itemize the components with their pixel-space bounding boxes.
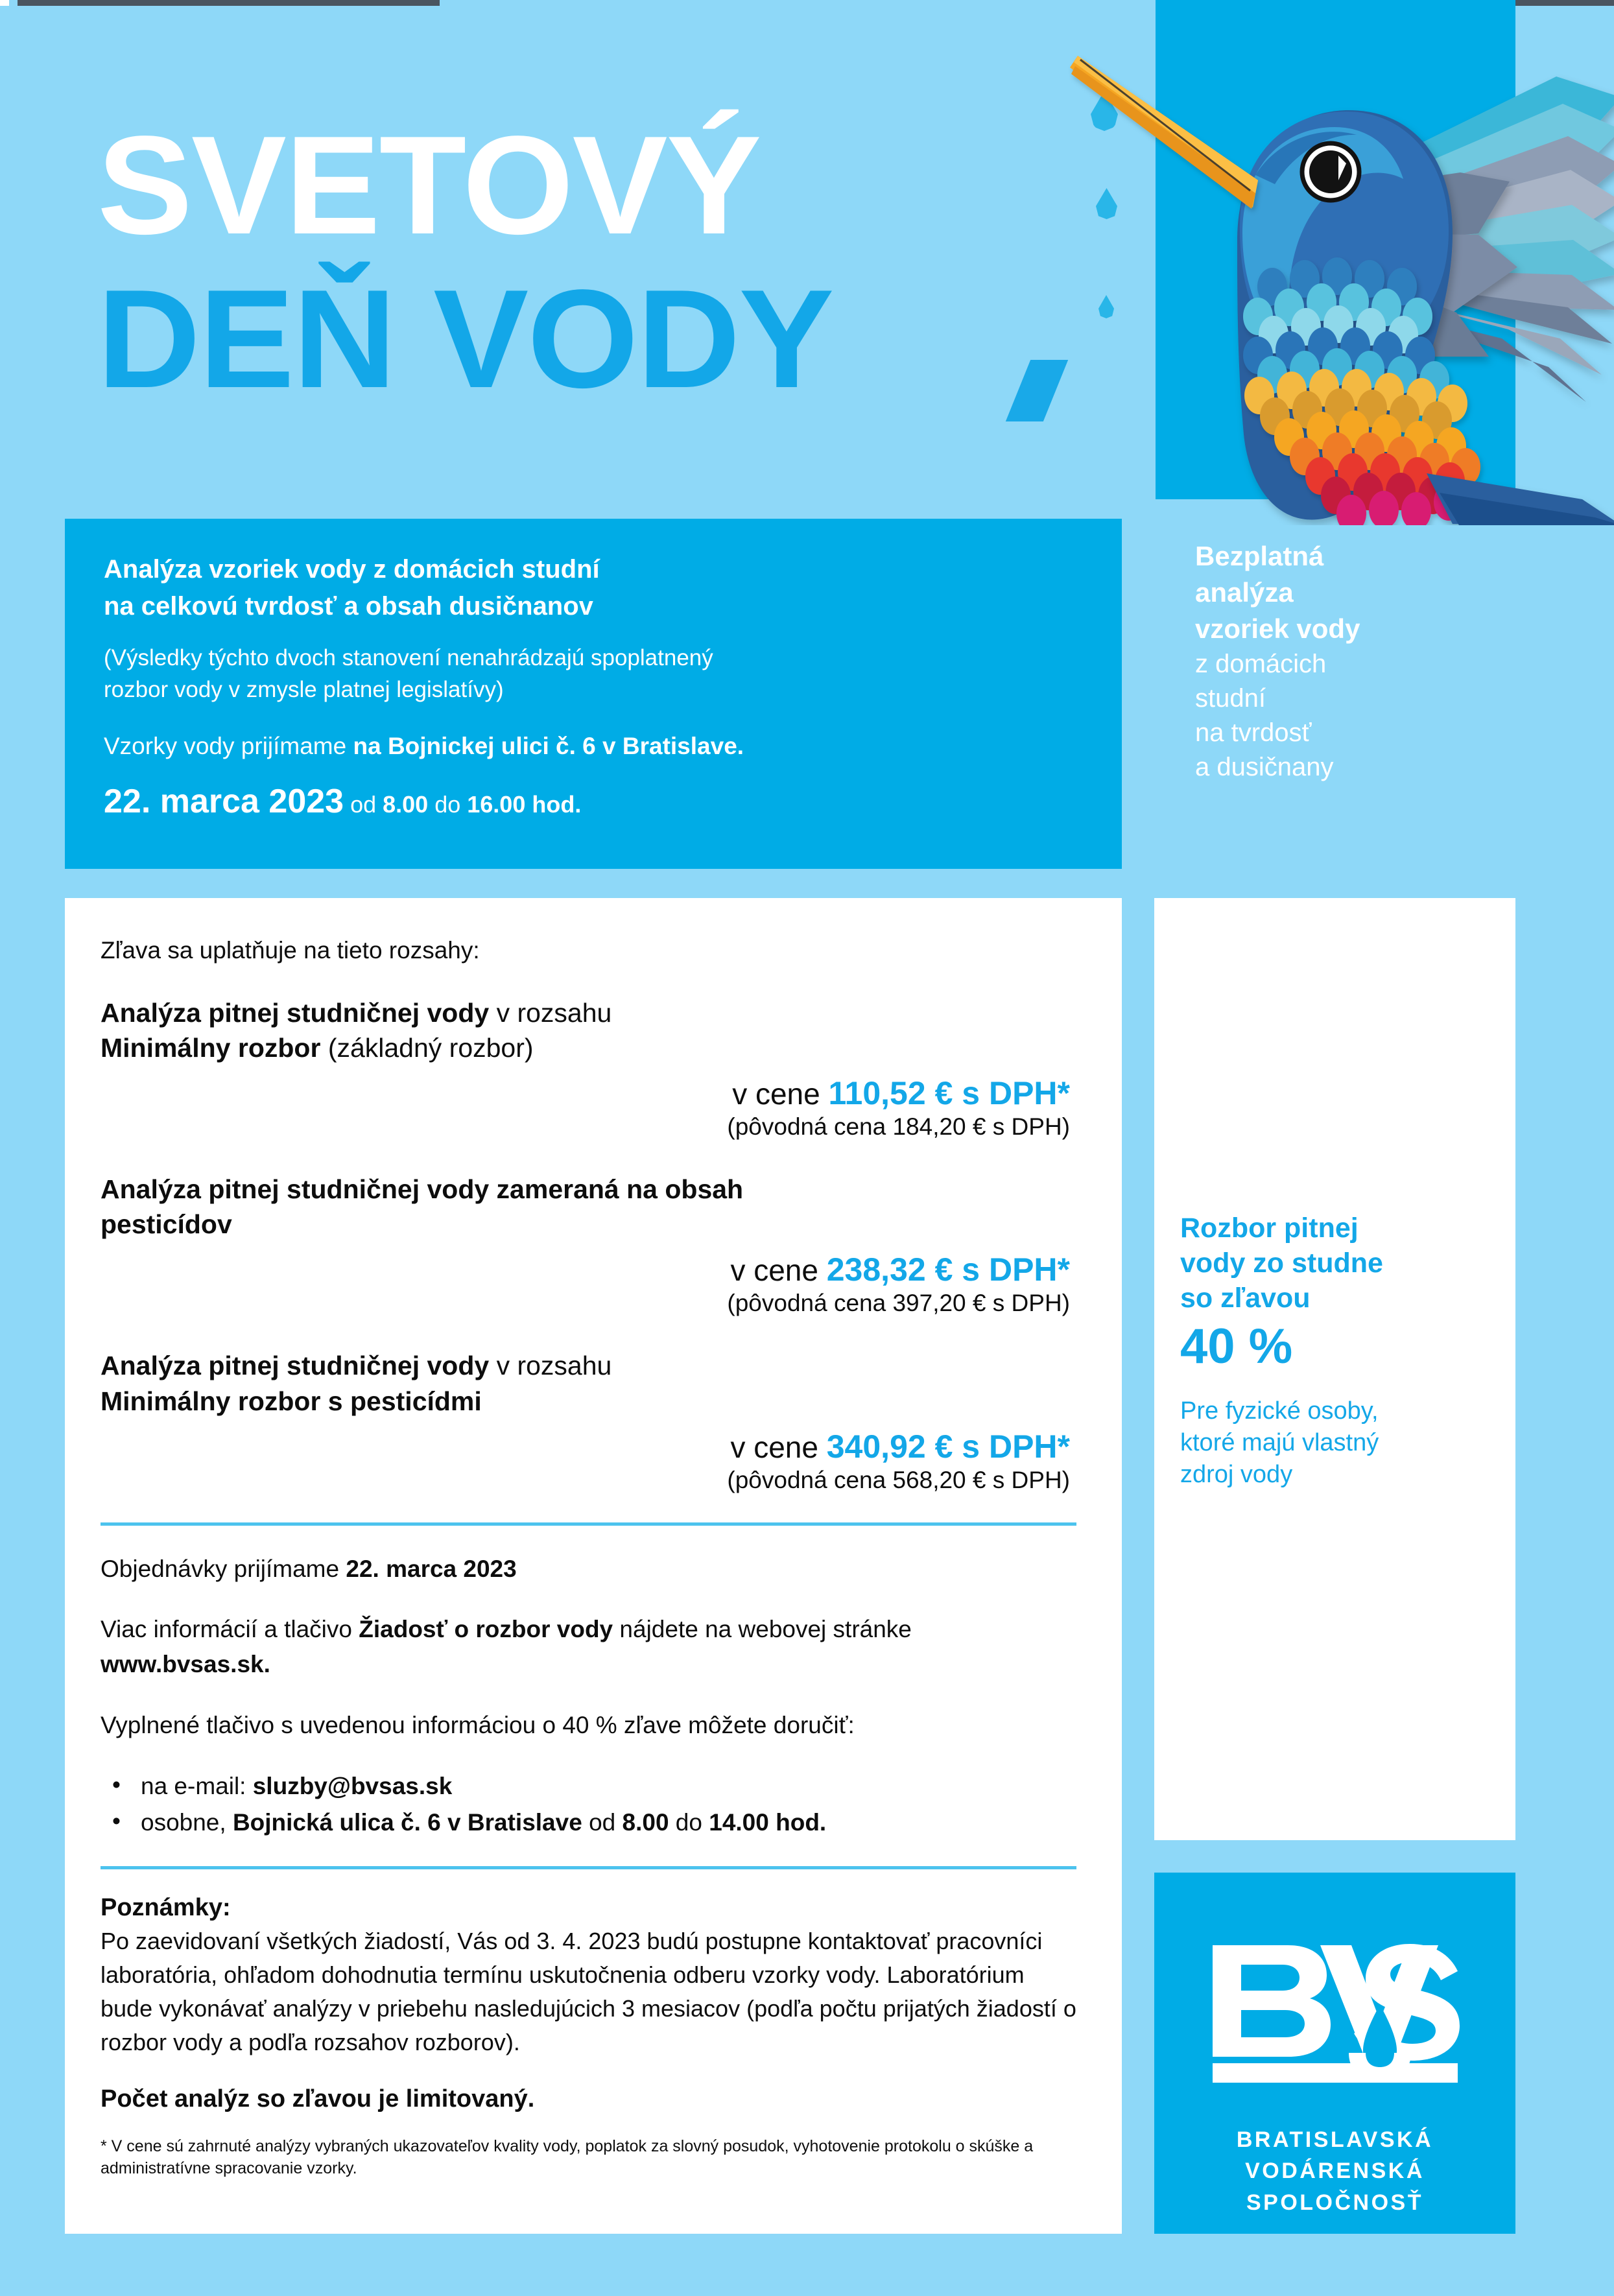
right-sub-line-1: Pre fyzické osoby, (1180, 1397, 1379, 1425)
offer-3-price-row (101, 1428, 1076, 1494)
offer-item-1 (101, 995, 1076, 1141)
banner-hours-mid: do (428, 790, 468, 818)
info-website: www.bvsas.sk. (101, 1650, 270, 1677)
offer-1-price (101, 1074, 1070, 1112)
bvs-mark-icon (1210, 1943, 1460, 2095)
main-content (65, 898, 1122, 2234)
logo-word-3: SPOLOČNOSŤ (1246, 2190, 1424, 2215)
hero-right-bold-2: analýza (1195, 576, 1294, 608)
banner-heading (104, 551, 1083, 625)
banner-date-row (104, 782, 1083, 821)
offer-3-title-rest-1: v rozsahu (489, 1351, 612, 1381)
bvs-wordmark (1154, 2124, 1515, 2218)
discount-lead-text: Zľava sa uplatňuje na tieto rozsahy: (101, 937, 480, 964)
offer-3-title (101, 1348, 1076, 1418)
offer-1-title (101, 995, 1076, 1065)
right-heading-line-1: Rozbor pitnej (1180, 1213, 1359, 1244)
banner-hours-from: 8.00 (383, 790, 429, 818)
offer-3-title-bold-1: Analýza pitnej studničnej vody (101, 1351, 490, 1381)
right-side-content (1154, 898, 1515, 1840)
offer-1-price-row (101, 1074, 1076, 1141)
offer-1-title-bold-2: Minimálny rozbor (101, 1033, 321, 1063)
bullet-2-to: 14.00 hod. (709, 1808, 827, 1836)
bullet-2-from: 8.00 (622, 1808, 669, 1836)
list-item (101, 1768, 1076, 1805)
info-mid: nájdete na webovej stránke (613, 1616, 912, 1643)
right-heading-line-3: so zľavou (1180, 1283, 1311, 1314)
right-heading-line-2: vody zo studne (1180, 1248, 1383, 1279)
offer-2-old-price: (pôvodná cena 397,20 € s DPH) (727, 1290, 1070, 1317)
hummingbird-illustration (1063, 19, 1614, 525)
banner-note-line-2: rozbor vody v zmysle platnej legislatívy) (104, 676, 504, 702)
bullet-1-email: sluzby@bvsas.sk (252, 1773, 453, 1800)
delivery-intro: Vyplnené tlačivo s uvedenou informáciou o 40 % zľave môžete doručiť: (101, 1711, 855, 1738)
offer-2-title-bold-1: Analýza pitnej studničnej vody zameraná na obsah (101, 1174, 744, 1205)
hero-right-line-6: na tvrdosť (1195, 718, 1312, 747)
limit-note: Počet analýz so zľavou je limitovaný. (101, 2085, 535, 2113)
bullet-1-prefix: na e-mail: (141, 1773, 253, 1800)
info-prefix: Viac informácií a tlačivo (101, 1616, 359, 1643)
window-top-bar-left (18, 0, 440, 6)
offer-1-old-price: (pôvodná cena 184,20 € s DPH) (727, 1113, 1070, 1141)
offer-2-price-row (101, 1251, 1076, 1317)
hero-right-line-4: z domácich (1195, 649, 1327, 678)
logo-word-2: VODÁRENSKÁ (1245, 2159, 1425, 2184)
window-corner-nub (0, 0, 9, 6)
offer-1-price-amount: 110,52 € s DPH* (828, 1075, 1070, 1112)
blue-info-banner (65, 519, 1122, 869)
hero-right-text-block (1195, 538, 1480, 785)
orders-line (101, 1552, 1076, 1587)
bvs-logo (1154, 1873, 1515, 2234)
offer-2-price-prefix: v cene (730, 1253, 827, 1288)
bullet-2-prefix: osobne, (141, 1808, 233, 1836)
offer-item-2 (101, 1172, 1076, 1317)
banner-heading-line-2: na celkovú tvrdosť a obsah dusičnanov (104, 591, 593, 621)
info-line (101, 1612, 1076, 1681)
offer-1-price-prefix: v cene (732, 1077, 829, 1111)
right-sub-line-2: ktoré majú vlastný (1180, 1428, 1379, 1456)
headline-line-1: SVETOVÝ (97, 106, 761, 263)
banner-address-prefix: Vzorky vody prijímame (104, 732, 353, 759)
orders-date: 22. marca 2023 (346, 1555, 517, 1582)
banner-note (104, 642, 1083, 705)
divider-lower (101, 1866, 1076, 1869)
notes-body: Po zaevidovaní všetkých žiadostí, Vás od 3. 4. 2023 budú postupne kontaktovať pracovníci laboratória, ohľadom dohodnutia termínu uskutočnenia odberu vzorky vody. Laboratórium bude vykonávať analýzy v priebehu nasledujúcich 3 mesiacov (podľa počtu prijatých žiadostí o rozbor vody a podľa rozsahov rozborov). (101, 1928, 1076, 2055)
poster-headline (97, 106, 1109, 417)
banner-hours-to: 16.00 hod. (467, 790, 582, 818)
bullet-2-mid-2: do (669, 1808, 709, 1836)
hero-right-line-7: a dusičnany (1195, 753, 1334, 782)
offer-3-title-bold-2: Minimálny rozbor s pesticídmi (101, 1386, 482, 1416)
divider-upper (101, 1522, 1076, 1526)
banner-hours-prefix: od (344, 790, 383, 818)
discount-percent-badge: 40 % (1180, 1318, 1293, 1374)
banner-address (104, 733, 1083, 760)
banner-address-bold: na Bojnickej ulici č. 6 v Bratislave. (353, 732, 744, 759)
offer-3-price-prefix: v cene (730, 1430, 827, 1464)
banner-note-line-1: (Výsledky týchto dvoch stanovení nenahrádzajú spoplatnený (104, 645, 713, 670)
offer-3-price-amount: 340,92 € s DPH* (826, 1428, 1070, 1465)
bullet-2-address: Bojnická ulica č. 6 v Bratislave (232, 1808, 582, 1836)
hero-right-bold-3: vzoriek vody (1195, 613, 1360, 644)
offer-1-title-rest-2: (základný rozbor) (320, 1033, 534, 1063)
offer-2-price-amount: 238,32 € s DPH* (826, 1251, 1070, 1288)
footnote: * V cene sú zahrnuté analýzy vybraných ukazovateľov kvality vody, poplatok za slovný posudok, vyhotovenie protokolu o skúške a administratívne spracovanie vzorky. (101, 2136, 1034, 2178)
right-sub-line-3: zdroj vody (1180, 1461, 1293, 1489)
offer-1-title-bold-1: Analýza pitnej studničnej vody (101, 998, 490, 1028)
offer-3-old-price: (pôvodná cena 568,20 € s DPH) (727, 1466, 1070, 1493)
offer-2-price (101, 1251, 1070, 1288)
banner-date: 22. marca 2023 (104, 782, 344, 820)
info-form-name: Žiadosť o rozbor vody (359, 1616, 613, 1643)
banner-heading-line-1: Analýza vzoriek vody z domácich studní (104, 555, 600, 584)
list-item (101, 1805, 1076, 1841)
offer-3-price (101, 1428, 1070, 1465)
offer-2-title-bold-2: pesticídov (101, 1209, 232, 1240)
offer-1-title-rest-1: v rozsahu (489, 998, 612, 1028)
offer-2-title (101, 1172, 1076, 1242)
hero-right-line-5: studní (1195, 683, 1266, 713)
orders-prefix: Objednávky prijímame (101, 1555, 346, 1582)
delivery-options-list (101, 1768, 1076, 1840)
notes-heading: Poznámky: (101, 1894, 231, 1922)
headline-line-2: DEŇ VODY (97, 259, 833, 417)
bullet-2-mid: od (582, 1808, 623, 1836)
offer-item-3 (101, 1348, 1076, 1493)
hero-right-bold-1: Bezplatná (1195, 541, 1324, 571)
logo-word-1: BRATISLAVSKÁ (1236, 2127, 1434, 2152)
